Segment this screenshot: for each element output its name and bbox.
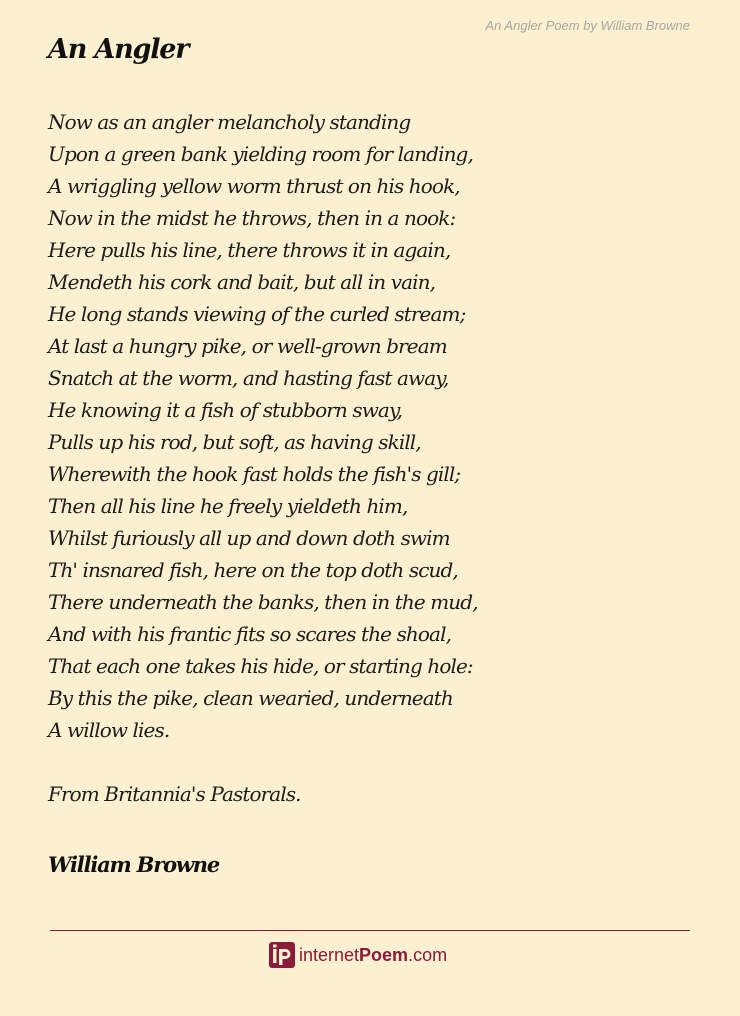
internetpoem-home-link[interactable] [269, 941, 447, 969]
poem-body [48, 106, 688, 810]
poem-line: Whilst furiously all up and down doth swim [48, 526, 450, 550]
poem-line: Snatch at the worm, and hasting fast away, [48, 366, 449, 390]
poem-line: Th' insnared fish, here on the top doth scud, [48, 558, 458, 582]
poem-credit-link[interactable]: An Angler Poem by William Browne [485, 18, 690, 33]
brand-name [299, 945, 447, 966]
footer-divider [50, 930, 690, 931]
poem-line: Wherewith the hook fast holds the fish's gill; [48, 462, 461, 486]
poem-line: Now as an angler melancholy standing [48, 110, 411, 134]
poem-source: From Britannia's Pastorals. [48, 782, 301, 806]
poem-line: He long stands viewing of the curled stream; [48, 302, 466, 326]
poem-line: He knowing it a fish of stubborn sway, [48, 398, 403, 422]
brand-suffix: .com [408, 944, 448, 965]
poem-line: Upon a green bank yielding room for landing, [48, 142, 473, 166]
poem-line: There underneath the banks, then in the mud, [48, 590, 478, 614]
poem-line: A wriggling yellow worm thrust on his hook, [48, 174, 460, 198]
poem-line: Here pulls his line, there throws it in again, [48, 238, 451, 262]
poem-line: Pulls up his rod, but soft, as having skill, [48, 430, 421, 454]
poem-line: Mendeth his cork and bait, but all in vain, [48, 270, 436, 294]
poem-title: An Angler [48, 34, 189, 65]
poem-line: A willow lies. [48, 718, 170, 742]
brand-strong: Poem [359, 944, 409, 965]
poem-line: By this the pike, clean wearied, underneath [48, 686, 453, 710]
poem-line: And with his frantic fits so scares the shoal, [48, 622, 452, 646]
internetpoem-logo-icon [269, 942, 295, 968]
poem-line: Now in the midst he throws, then in a nook: [48, 206, 456, 230]
brand-prefix: internet [299, 944, 360, 965]
poem-author-link[interactable]: William Browne [48, 852, 219, 877]
poem-line: Then all his line he freely yieldeth him, [48, 494, 408, 518]
poem-line: That each one takes his hide, or starting hole: [48, 654, 473, 678]
stanza-gap [48, 746, 688, 778]
poem-line: At last a hungry pike, or well-grown bream [48, 334, 447, 358]
